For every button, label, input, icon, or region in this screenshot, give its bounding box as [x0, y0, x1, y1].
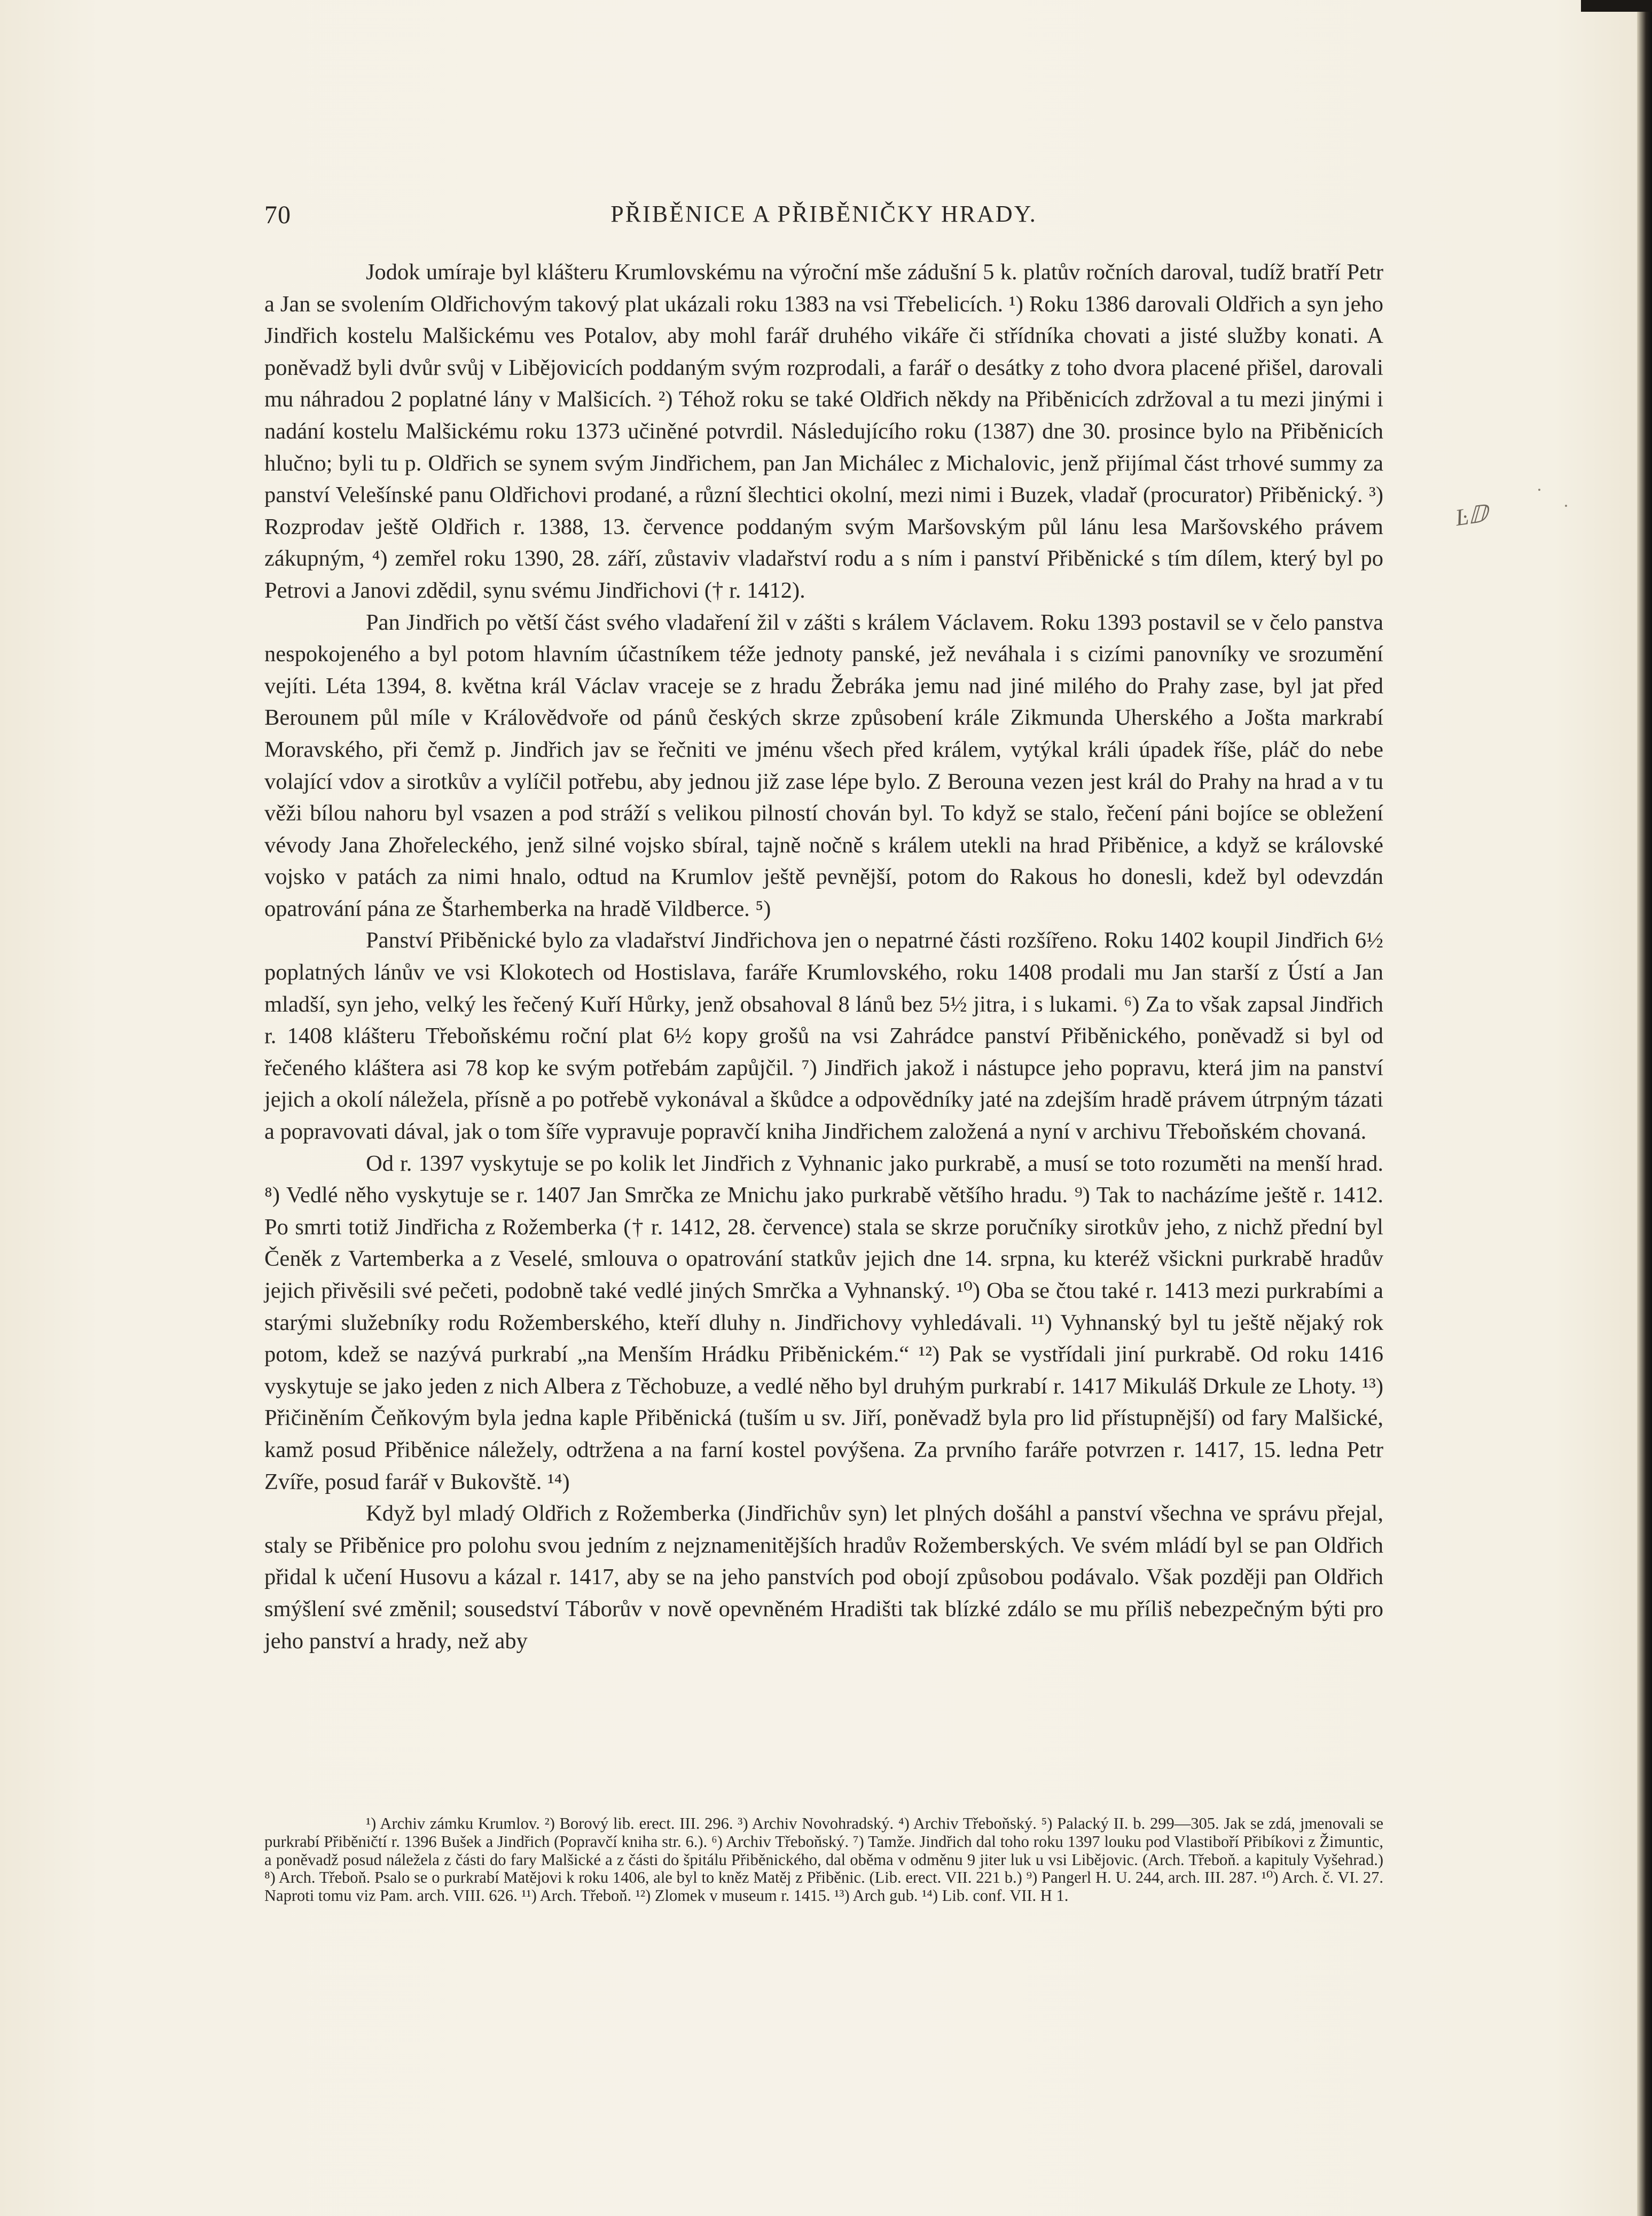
main-text: [264, 256, 1383, 1657]
running-title: PŘIBĚNICE A PŘIBĚNIČKY HRADY.: [610, 201, 1037, 227]
footnotes: [264, 1815, 1383, 1905]
page-header: [264, 200, 1383, 243]
footnotes-text: ¹) Archiv zámku Krumlov. ²) Borový lib. erect. III. 296. ³) Archiv Novohradský. ⁴) Archiv Třeboňský. ⁵) Palacký II. b. 299—305. Jak se zdá, jmenovali se purkrabí Přiběničtí r. 1396 Bušek a Jindřich (Popravčí kniha str. 6.). ⁶) Archiv Třeboňský. ⁷) Tamže. Jindřich dal toho roku 1397 louku pod Vlastiboří Přibíkovi z Žimuntic, a poněvadž posud náležela z části do fary Malšické a z části do špitálu Přiběnického, dal oběma v odměnu 9 jiter luk u vsi Libějovic. (Arch. Třeboň. a kapituly Vyšehrad.) ⁸) Arch. Třeboň. Psalo se o purkrabí Matějovi k roku 1406, ale byl to kněz Matěj z Přiběnic. (Lib. erect. VII. 221 b.) ⁹) Pangerl H. U. 244, arch. III. 287. ¹⁰) Arch. č. VI. 27. Naproti tomu viz Pam. arch. VIII. 626. ¹¹) Arch. Třeboň. ¹²) Zlomek v museum r. 1415. ¹³) Arch gub. ¹⁴) Lib. conf. VII. H 1.: [264, 1814, 1383, 1905]
ink-speck: [1565, 505, 1567, 507]
paragraph-2: Pan Jindřich po větší část svého vladaření žil v zášti s králem Václavem. Roku 1393 postavil se v čelo panstva nespokojeného a byl potom hlavním účastníkem téže jednoty panské, jež neváhala i s cizími panovníky ve srozumění vejíti. Léta 1394, 8. května král Václav vraceje se z hradu Žebráka jemu nad jiné milého do Prahy zase, byl jat před Berounem půl míle v Královědvoře od pánů českých skrze způsobení krále Zikmunda Uherského a Jošta markrabí Moravského, při čemž p. Jindřich jav se řečniti ve jménu všech před králem, vytýkal králi úpadek říše, pláč do nebe volající vdov a sirotkův a vylíčil potřebu, aby jednou již zase lépe bylo. Z Berouna vezen jest král do Prahy na hrad a v tu věži bílou nahoru byl vsazen a pod stráží s velikou pilností chován byl. To když se stalo, řečení páni bojíce se obležení vévody Jana Zhořeleckého, jenž silné vojsko sbíral, tajně nočně s králem utekli na hrad Přiběnice, a když se královské vojsko v patách za nimi hnalo, odtud na Krumlov ještě pevnější, potom do Rakous ho donesli, kdež byl odevzdán opatrování pána ze Štarhemberka na hradě Vildberce. ⁵): [264, 609, 1383, 921]
paragraph-1: Jodok umíraje byl klášteru Krumlovskému na výroční mše zádušní 5 k. platův ročních daroval, tudíž bratří Petr a Jan se svolením Oldřichovým takový plat ukázali roku 1383 na vsi Třebelicích. ¹) Roku 1386 darovali Oldřich a syn jeho Jindřich kostelu Malšickému ves Potalov, aby mohl farář druhého vikáře či střídníka chovati a jisté služby konati. A poněvadž byli dvůr svůj v Libějovicích poddaným svým rozprodali, a farář o desátky z toho dvora placené přišel, darovali mu náhradou 2 poplatné lány v Malšicích. ²) Téhož roku se také Oldřich někdy na Přiběnicích zdržoval a tu mezi jinými i nadání kostelu Malšickému roku 1373 učiněné potvrdil. Následujícího roku (1387) dne 30. prosince bylo na Přiběnicích hlučno; byli tu p. Oldřich se synem svým Jindřichem, pan Jan Michálec z Michalovic, jenž přijímal část trhové summy za panství Velešínské panu Oldřichovi prodané, a různí šlechtici okolní, mezi nimi i Buzek, vladař (procurator) Přiběnický. ³) Rozprodav ještě Oldřich r. 1388, 13. července poddaným svým Maršovským půl lánu lesa Maršovského právem zákupným, ⁴) zemřel roku 1390, 28. září, zůstaviv vladařství rodu a s ním i panství Přiběnické s tím dílem, který byl po Petrovi a Janovi zdědil, synu svému Jindřichovi († r. 1412).: [264, 260, 1383, 603]
paragraph-3: Panství Přiběnické bylo za vladařství Jindřichova jen o nepatrné části rozšířeno. Roku 1402 koupil Jindřich 6½ poplatných lánův ve vsi Klokotech od Hostislava, faráře Krumlovského, roku 1408 prodali mu Jan starší z Ústí a Jan mladší, syn jeho, velký les řečený Kuří Hůrky, jenž obsahoval 8 lánů bez 5½ jitra, i s lukami. ⁶) Za to však zapsal Jindřich r. 1408 klášteru Třeboňskému roční plat 6½ kopy grošů na vsi Zahrádce panství Přiběnického, poněvadž si byl od řečeného kláštera asi 78 kop ke svým potřebám zapůjčil. ⁷) Jindřich jakož i nástupce jeho popravu, která jim na panství jejich a okolí náležela, přísně a po potřebě vykonával a škůdce a odpovědníky jaté na zdejším hradě právem útrpným tázati a popravovati dával, jak o tom šíře vypravuje popravčí kniha Jindřichem založená a nyní v archivu Třeboňském chovaná.: [264, 928, 1383, 1145]
scan-corner-shadow: [1581, 0, 1652, 12]
ink-speck: [1538, 489, 1540, 491]
margin-note: Ŀⅅ: [1453, 500, 1490, 531]
paragraph-5: Když byl mladý Oldřich z Rožemberka (Jindřichův syn) let plných došáhl a panství všechna ve správu přejal, staly se Přiběnice pro polohu svou jedním z nejznamenitějších hradův Rožemberských. Ve svém mládí byl se pan Oldřich přidal k učení Husovu a kázal r. 1417, aby se na jeho panstvích pod obojí způsobou podávalo. Však později pan Oldřich smýšlení své změnil; sousedství Táborův v nově opevněném Hradišti tak blízké zdálo se mu příliš nebezpečným býti pro jeho panství a hrady, než aby: [264, 1501, 1383, 1654]
page-number: 70: [264, 201, 291, 229]
page-edge-shadow: [1637, 0, 1652, 2216]
paragraph-4: Od r. 1397 vyskytuje se po kolik let Jindřich z Vyhnanic jako purkrabě, a musí se toto rozuměti na menší hrad. ⁸) Vedlé něho vyskytuje se r. 1407 Jan Smrčka ze Mnichu jako purkrabě většího hradu. ⁹) Tak to nacházíme ještě r. 1412. Po smrti totiž Jindřicha z Rožemberka († r. 1412, 28. července) stala se skrze poručníky sirotkův jeho, z nichž přední byl Čeněk z Vartemberka a z Veselé, smlouva o opatrování statkův jejich dne 14. srpna, ku kteréž všickni purkrabě hradův jejich přivěsili své pečeti, podobně také vedlé jiných Smrčka a Vyhnanský. ¹⁰) Oba se čtou také r. 1413 mezi purkrabími a starými služebníky rodu Rožemberského, kteří dluhy n. Jindřichovy vyhledávali. ¹¹) Vyhnanský byl tu ještě nějaký rok potom, kdež se nazývá purkrabí „na Menším Hrádku Přiběnickém.“ ¹²) Pak se vystřídali jiní purkrabě. Od roku 1416 vyskytuje se jako jeden z nich Albera z Těchobuze, a vedlé něho byl druhým purkrabí r. 1417 Mikuláš Drkule ze Lhoty. ¹³) Přičiněním Čeňkovým byla jedna kaple Přiběnická (tuším u sv. Jiří, poněvadž byla pro lid přístupnější) od fary Malšické, kamž posud Přiběnice náležely, odtržena a na farní kostel povýšena. Za prvního faráře potvrzen r. 1417, 15. ledna Petr Zvíře, posud farář v Bukovště. ¹⁴): [264, 1150, 1383, 1494]
